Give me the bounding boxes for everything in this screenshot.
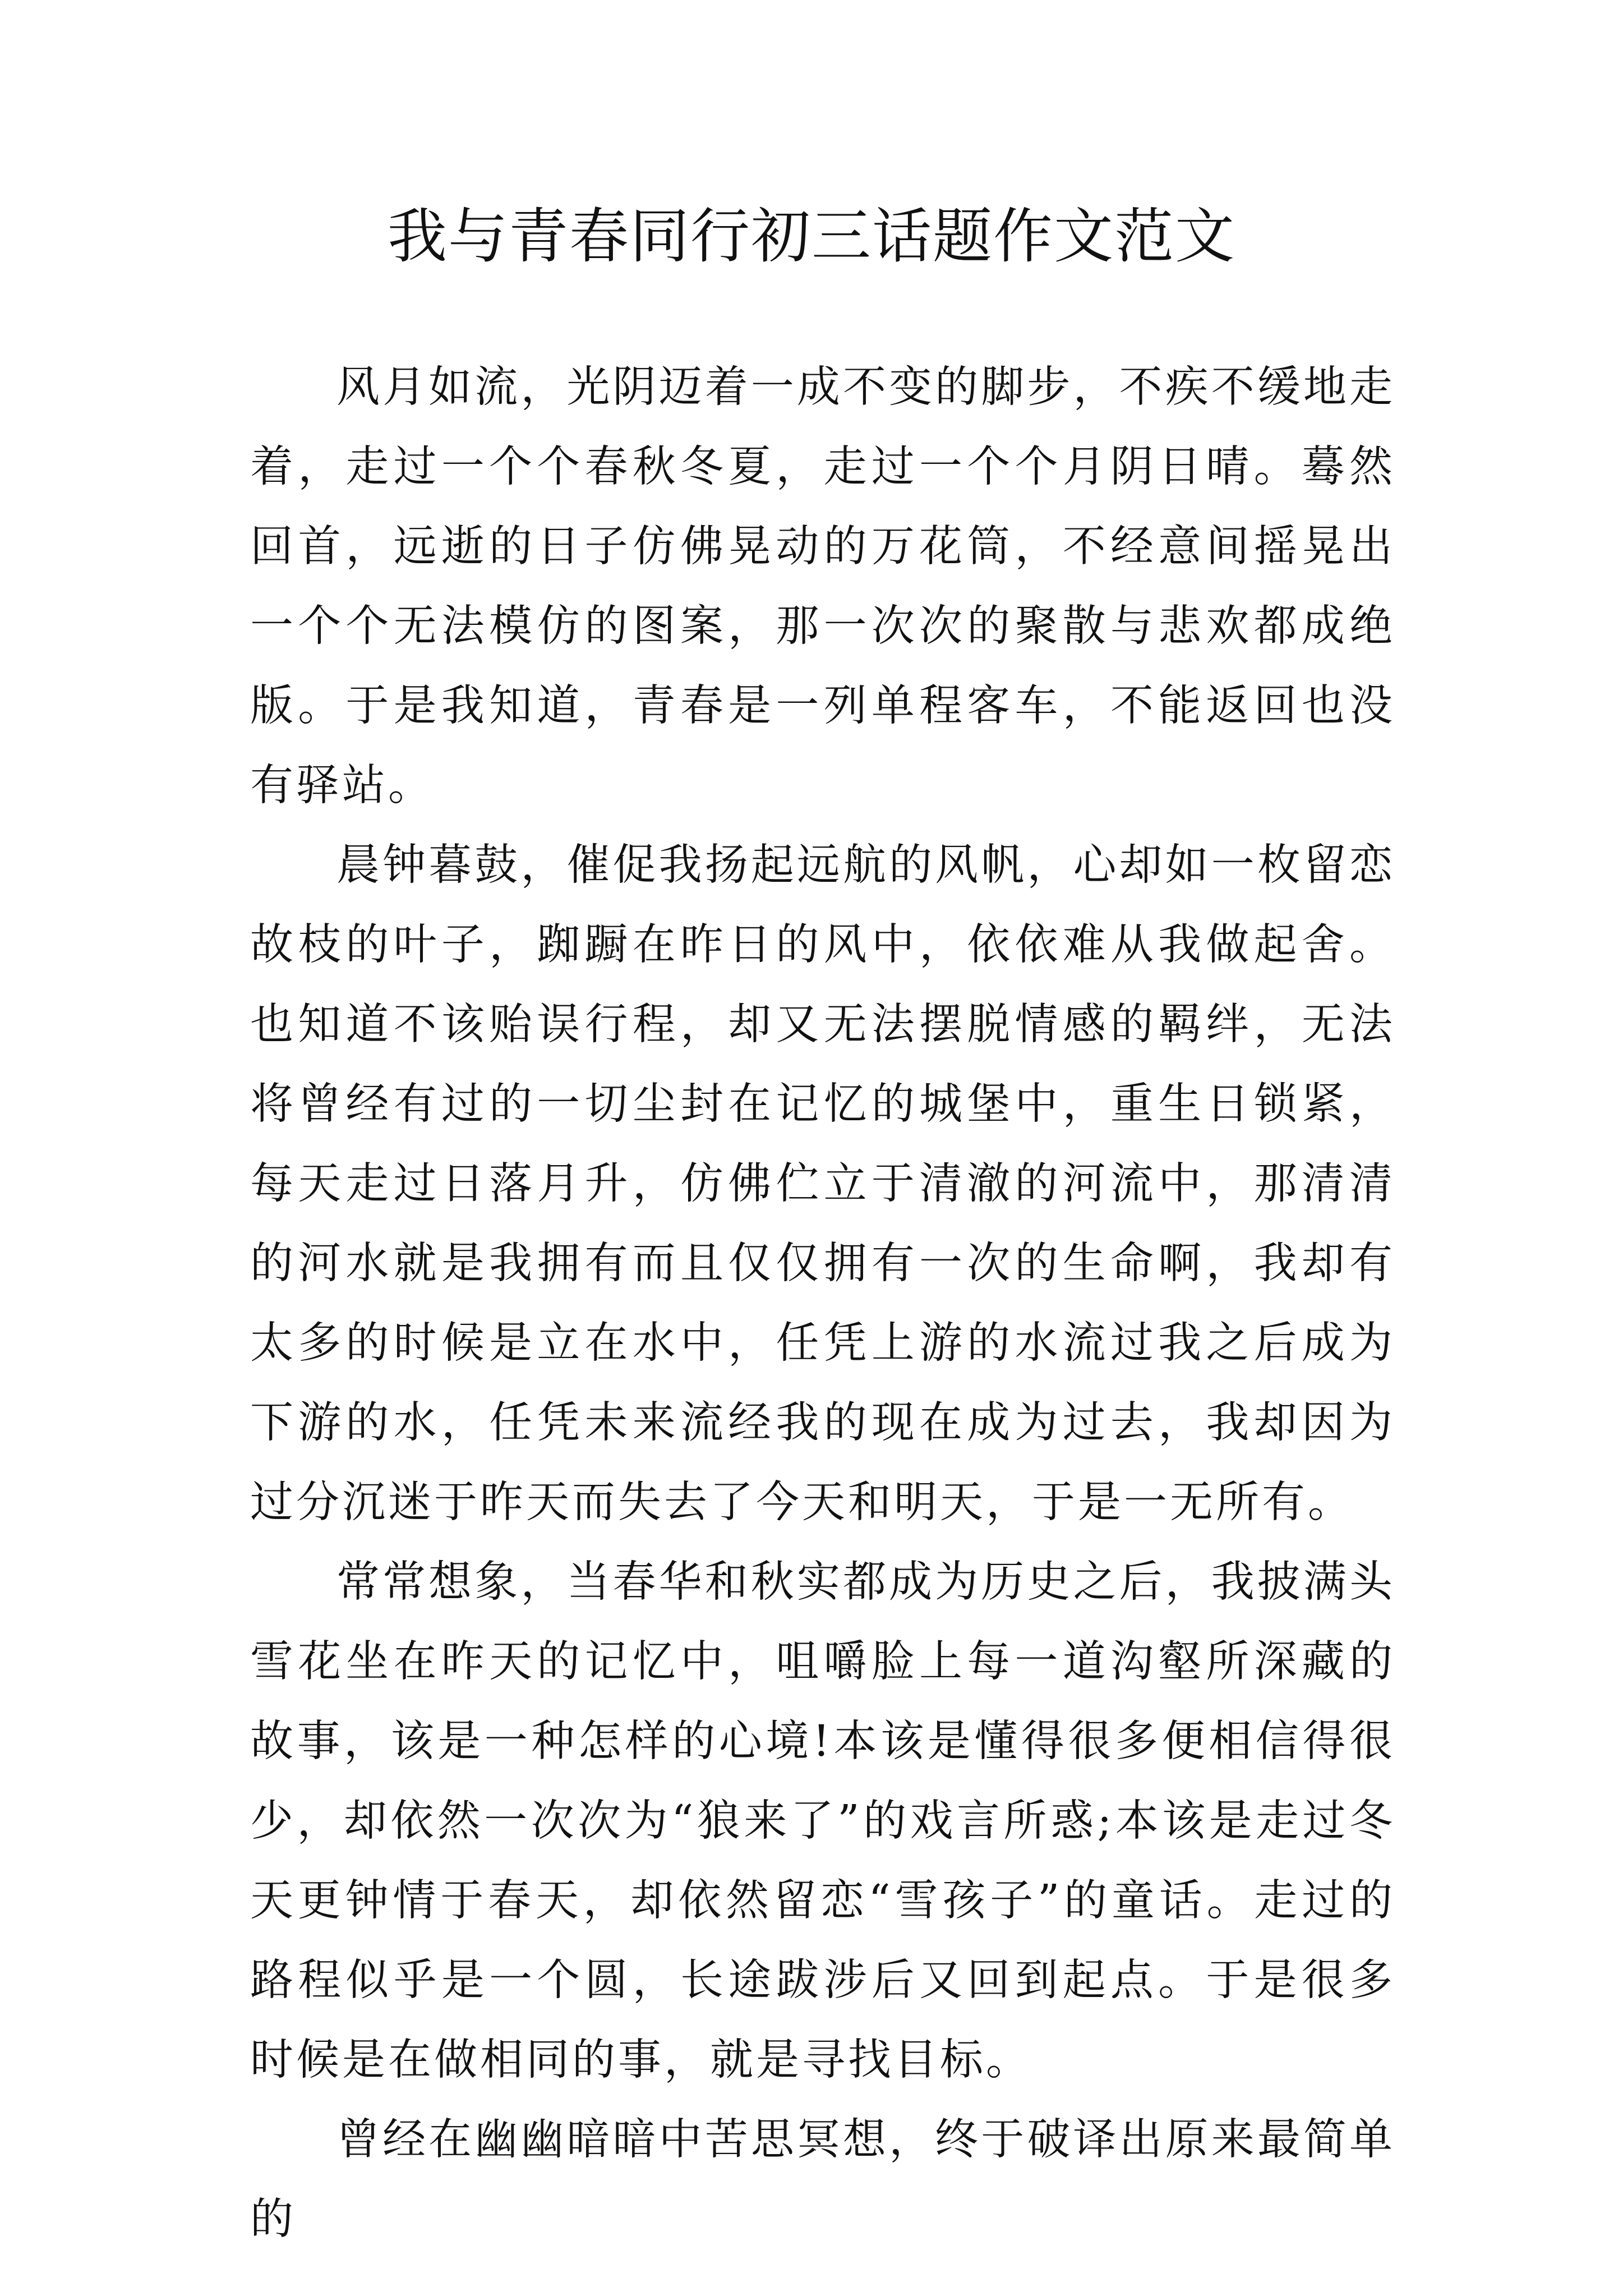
document-title: 我与青春同行初三话题作文范文 xyxy=(388,202,1235,271)
paragraph-3: 常常想象，当春华和秋实都成为历史之后，我披满头雪花坐在昨天的记忆中，咀嚼脸上每一道沟壑所深藏的故事，该是一种怎样的心境!本该是懂得很多便相信得很少，却依然一次次为“狼来了”的戏言所惑;本该是走过冬天更钟情于春天，却依然留恋“雪孩子”的童话。走过的路程似乎是一个圆，长途跋涉后又回到起点。于是很多时候是在做相同的事，就是寻找目标。 xyxy=(250,1557,1395,2085)
document-body xyxy=(250,348,1395,2260)
paragraph-2: 晨钟暮鼓，催促我扬起远航的风帆，心却如一枚留恋故枝的叶子，踟蹰在昨日的风中，依依难从我做起舍。也知道不该贻误行程，却又无法摆脱情感的羁绊，无法将曾经有过的一切尘封在记忆的城堡中，重生日锁紧，每天走过日落月升，仿佛伫立于清澈的河流中，那清清的河水就是我拥有而且仅仅拥有一次的生命啊，我却有太多的时候是立在水中，任凭上游的水流过我之后成为下游的水，任凭未来流经我的现在成为过去，我却因为过分沉迷于昨天而失去了今天和明天，于是一无所有。 xyxy=(250,840,1395,1527)
paragraph-4: 曾经在幽幽暗暗中苦思冥想，终于破译出原来最简单的 xyxy=(250,2115,1395,2244)
paragraph-1: 风月如流，光阴迈着一成不变的脚步，不疾不缓地走着，走过一个个春秋冬夏，走过一个个月阴日晴。蓦然回首，远逝的日子仿佛晃动的万花筒，不经意间摇晃出一个个无法模仿的图案，那一次次的聚散与悲欢都成绝版。于是我知道，青春是一列单程客车，不能返回也没有驿站。 xyxy=(250,362,1395,811)
